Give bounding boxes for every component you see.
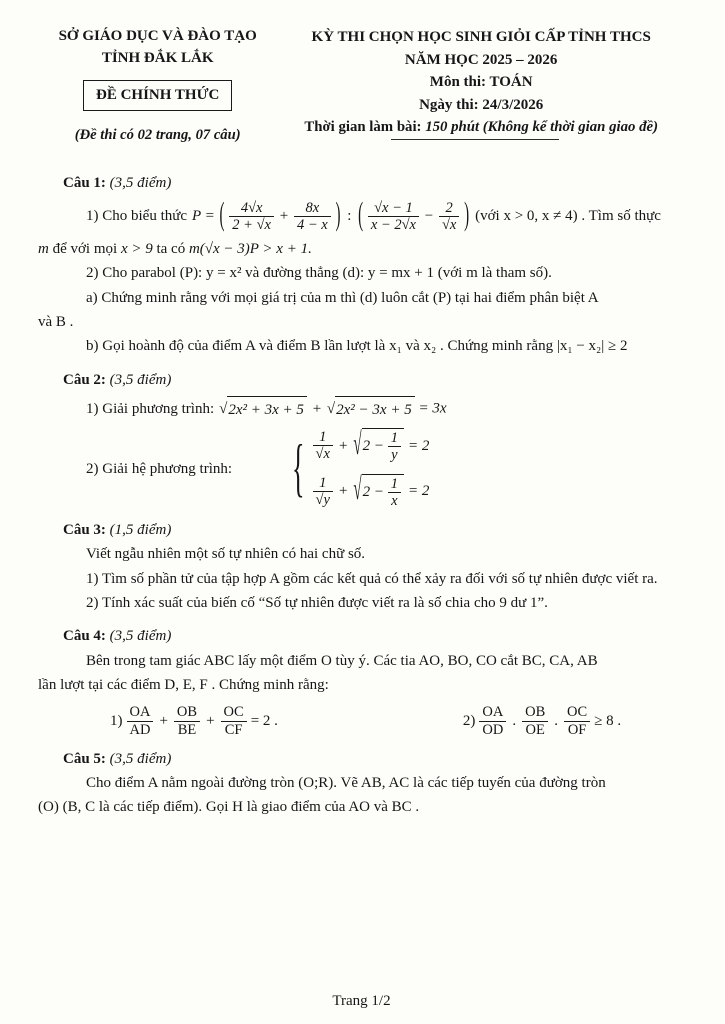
authority-line2: TỈNH ĐẮK LẮK — [101, 49, 214, 66]
cau3-item1: 1) Tìm số phần tử của tập hợp A gồm các kết quả có thể xảy ra đối với số tự nhiên được viết ra. — [86, 570, 658, 587]
denominator: √y — [313, 491, 333, 508]
division-colon: : — [347, 207, 352, 224]
plus-operator: + — [338, 483, 348, 500]
cau4-intro-line1: Bên trong tam giác ABC lấy một điểm O tùy ý. Các tia AO, BO, CO cắt BC, CA, AB — [86, 652, 598, 669]
cau1-item2: 2) Cho parabol (P): y = x² và đường thẳng (d): y = mx + 1 (với m là tham số). — [86, 265, 552, 282]
var-m: m — [38, 241, 49, 258]
minus-operator: − — [424, 207, 434, 224]
cau4-formulas — [110, 704, 685, 737]
multiply-dot: . — [512, 712, 517, 729]
system-equations — [313, 428, 430, 509]
numerator: OC — [567, 704, 588, 721]
multiply-dot: . — [554, 712, 559, 729]
time-value: 150 phút (Không kể thời gian giao đề) — [425, 119, 658, 135]
numerator: 1 — [390, 430, 399, 447]
cau1-item2a-line1: a) Chứng minh rằng với mọi giá trị của m thì (d) luôn cắt (P) tại hai điểm phân biệt A — [86, 289, 599, 306]
cau5-line1: Cho điểm A nằm ngoài đường tròn (O;R). Vẽ AB, AC là các tiếp tuyến của đường tròn — [86, 775, 606, 792]
fraction — [388, 476, 401, 509]
numerator: √x − 1 — [374, 199, 413, 216]
cau2-item2-intro: 2) Giải hệ phương trình: — [86, 460, 233, 477]
cau3-item2: 2) Tính xác suất của biến cố “Số tự nhiên được viết ra là số chia cho 9 dư 1”. — [86, 595, 548, 612]
denominator: √x — [313, 445, 333, 462]
numerator: 8x — [305, 199, 320, 216]
formula2-rhs: ≥ 8 . — [594, 712, 622, 729]
radical-sign: √ — [353, 428, 362, 463]
system-brace: { — [292, 431, 305, 504]
cau2-equation1 — [219, 396, 446, 422]
square-root — [353, 428, 404, 463]
radical-sign: √ — [219, 400, 228, 417]
inline-math: x > 9 — [120, 241, 153, 258]
cau1-item1-condition: (với x > 0, x ≠ 4) . Tìm số thực — [475, 208, 661, 225]
fraction — [313, 475, 333, 508]
right-paren: ) — [464, 198, 470, 234]
radicand: 2x² − 3x + 5 — [335, 396, 415, 422]
fraction — [174, 704, 200, 737]
denominator: 4 − x — [294, 216, 331, 233]
equation-rhs: = 3x — [418, 400, 447, 417]
denominator: OD — [479, 721, 506, 738]
exam-title-line2: NĂM HỌC 2025 – 2026 — [404, 51, 558, 68]
page-footer — [38, 979, 685, 1010]
radicand-text: 2 − — [362, 438, 385, 455]
denominator: CF — [221, 721, 247, 738]
cau1-expression-P — [192, 200, 470, 233]
numerator: OB — [525, 704, 546, 721]
fraction — [294, 200, 331, 233]
fraction — [127, 704, 154, 737]
fraction — [479, 704, 506, 737]
inline-math: m(√x − 3)P > x + 1. — [188, 241, 312, 258]
fraction — [229, 200, 274, 233]
numerator: 1 — [319, 474, 327, 491]
cau4-formula-2 — [463, 704, 621, 737]
text-run: để với mọi — [48, 241, 121, 258]
exam-date-line: Ngày thi: 24/3/2026 — [419, 96, 544, 113]
exam-title-line1: KỲ THI CHỌN HỌC SINH GIỎI CẤP TỈNH THCS — [311, 29, 651, 45]
cau3-intro: Viết ngẫu nhiên một số tự nhiên có hai chữ số. — [86, 546, 366, 563]
fraction — [439, 200, 459, 233]
cau2-label: Câu 2: — [63, 371, 106, 388]
numerator: OA — [129, 704, 151, 721]
numerator: 4√x — [240, 199, 263, 216]
cau1-item1-line1 — [86, 200, 685, 233]
formula1-rhs: = 2 . — [250, 712, 278, 729]
radicand: 2x² + 3x + 5 — [227, 396, 307, 422]
cau4-formula-1 — [110, 704, 278, 737]
cau1-points: (3,5 điểm) — [109, 175, 172, 192]
radicand — [362, 428, 404, 463]
radicand-text: 2 − — [362, 483, 385, 500]
plus-operator: + — [159, 712, 168, 729]
expression-lhs: P = — [192, 207, 215, 224]
exam-title-block — [277, 26, 685, 146]
cau5-line2: (O) (B, C là các tiếp điểm). Gọi H là giao điểm của AO và BC . — [38, 799, 420, 816]
numerator: 1 — [319, 429, 327, 446]
fraction — [388, 430, 401, 463]
fraction — [221, 704, 247, 737]
numerator: OB — [176, 704, 198, 721]
radicand — [362, 474, 404, 509]
denominator: x − 2√x — [368, 216, 419, 233]
denominator: OF — [564, 721, 590, 738]
numerator: OC — [223, 704, 244, 721]
square-root — [219, 401, 307, 417]
cau2-item1 — [86, 396, 685, 422]
denominator: 2 + √x — [229, 216, 274, 233]
denominator: x — [388, 492, 401, 509]
system-equation-2 — [313, 474, 430, 509]
cau5-label: Câu 5: — [63, 750, 106, 767]
numerator: OA — [482, 704, 504, 721]
issuing-authority-block — [38, 26, 277, 146]
denominator: OE — [522, 721, 548, 738]
page-count-note: (Đề thi có 02 trang, 07 câu) — [74, 127, 241, 144]
numerator: 1 — [390, 475, 399, 492]
formula2-label: 2) — [462, 712, 476, 729]
cau5-points: (3,5 điểm) — [109, 750, 172, 767]
plus-operator: + — [338, 437, 348, 454]
right-paren: ) — [335, 198, 341, 234]
cau1-item2a-line2: và B . — [38, 314, 74, 331]
authority-line1: SỞ GIÁO DỤC VÀ ĐÀO TẠO — [58, 28, 257, 44]
plus-operator: + — [279, 207, 289, 224]
cau2-item2 — [86, 428, 685, 509]
cau3-label: Câu 3: — [63, 522, 106, 539]
equation-rhs: = 2 — [408, 483, 430, 500]
square-root — [327, 401, 415, 417]
plus-operator: + — [312, 400, 322, 417]
exam-header — [38, 26, 685, 146]
cau2-heading — [38, 368, 685, 392]
plus-operator: + — [206, 712, 215, 729]
subject-line: Môn thi: TOÁN — [429, 74, 533, 90]
page-number: Trang 1/2 — [332, 993, 391, 1009]
equation-rhs: = 2 — [408, 437, 430, 454]
left-paren: ( — [358, 198, 364, 234]
fraction — [564, 704, 590, 737]
time-line — [277, 116, 685, 138]
denominator: √x — [439, 216, 459, 233]
cau3-heading — [38, 518, 685, 542]
numerator: 2 — [445, 199, 453, 216]
time-underline — [391, 139, 559, 140]
cau1-label: Câu 1: — [63, 175, 106, 192]
system-equation-1 — [313, 428, 430, 463]
denominator: AD — [127, 721, 154, 738]
equation-system — [292, 428, 429, 509]
cau4-label: Câu 4: — [63, 628, 106, 645]
formula1-label: 1) — [110, 712, 123, 729]
cau4-heading — [38, 624, 685, 648]
square-root — [353, 474, 404, 509]
radical-sign: √ — [353, 474, 362, 508]
time-label: Thời gian làm bài: — [304, 119, 422, 135]
cau2-item1-intro: 1) Giải phương trình: — [86, 400, 215, 417]
cau3-points: (1,5 điểm) — [109, 522, 172, 539]
radical-sign: √ — [326, 400, 336, 417]
fraction — [313, 429, 333, 462]
cau4-points: (3,5 điểm) — [109, 628, 172, 645]
cau1-item2b: b) Gọi hoành độ của điểm A và điểm B lần lượt là x₁ và x₂ . Chứng minh rằng |x₁ − x₂| ≥ 2 — [86, 338, 628, 355]
cau2-points: (3,5 điểm) — [109, 371, 172, 388]
fraction — [522, 704, 548, 737]
left-paren: ( — [219, 198, 225, 234]
fraction — [368, 200, 419, 233]
text-run: ta có — [152, 241, 189, 258]
cau1-item1-intro: 1) Cho biểu thức — [86, 208, 188, 225]
cau5-heading — [38, 747, 685, 771]
denominator: BE — [174, 721, 200, 738]
denominator: y — [388, 446, 401, 463]
official-exam-box: ĐỀ CHÍNH THỨC — [83, 80, 232, 112]
exam-body — [38, 162, 685, 819]
official-box-wrap — [38, 70, 277, 124]
cau4-intro-line2: lần lượt tại các điểm D, E, F . Chứng minh rằng: — [38, 676, 329, 693]
